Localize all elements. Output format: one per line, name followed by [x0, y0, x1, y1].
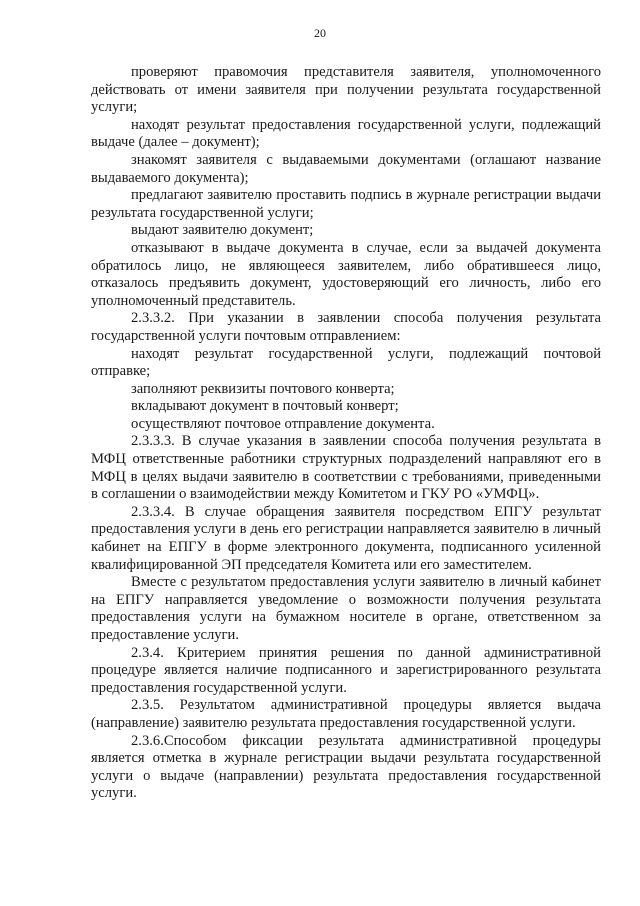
paragraph-2-3-3-4: 2.3.3.4. В случае обращения заявителя посредством ЕПГУ результат предоставления услуги в день его регистрации направляется заявителю в личный кабинет на ЕПГУ в форме электронного документа, подписанного усиленной квалифицированной ЭП председателя Комитета или его заместителем.	[91, 503, 601, 573]
page-number: 20	[314, 26, 326, 40]
paragraph-2-3-3-2: 2.3.3.2. При указании в заявлении способа получения результата государственной услуги почтовым отправлением:	[91, 310, 601, 344]
paragraph-signature-journal: предлагают заявителю проставить подпись в журнале регистрации выдачи результата государственной услуги;	[91, 187, 601, 221]
paragraph-fill-envelope: заполняют реквизиты почтового конверта;	[131, 380, 395, 397]
paragraph-acquaint-applicant: знакомят заявителя с выдаваемыми документами (оглашают название выдаваемого документа);	[91, 151, 601, 186]
paragraph-check-authority: проверяют правомочия представителя заявителя, уполномоченного действовать от имени заявителя при получении результата государственной услуги;	[91, 64, 601, 116]
paragraph-2-3-6: 2.3.6.Способом фиксации результата административной процедуры является отметка в журнале регистрации выдачи результата государственной услуги о выдаче (направлении) результата предоставления государственной услуги.	[91, 732, 601, 802]
paragraph-2-3-4: 2.3.4. Критерием принятия решения по данной административной процедуре является наличие подписанного и зарегистрированного результата предоставления государственной услуги.	[91, 644, 601, 696]
paragraph-find-result: находят результат предоставления государственной услуги, подлежащий выдаче (далее – документ);	[91, 116, 601, 151]
paragraph-insert-document: вкладывают документ в почтовый конверт;	[131, 398, 399, 415]
paragraph-issue-document: выдают заявителю документ;	[131, 222, 314, 239]
paragraph-refuse-issue: отказывают в выдаче документа в случае, если за выдачей документа обратилось лицо, не являющееся заявителем, либо обратившееся лицо, отказалось предъявить документ, удостоверяющий его личность, либо его уполномоченный представитель.	[91, 239, 601, 309]
paragraph-find-result-postal: находят результат государственной услуги, подлежащий почтовой отправке;	[91, 345, 601, 380]
paragraph-epgu-notification: Вместе с результатом предоставления услуги заявителю в личный кабинет на ЕПГУ направляется уведомление о возможности получения результата предоставления услуги на бумажном носителе в органе, ответственном за предоставление услуги.	[91, 574, 601, 643]
paragraph-2-3-3-3: 2.3.3.3. В случае указания в заявлении способа получения результата в МФЦ ответственные работники структурных подразделений направляют его в МФЦ в целях выдачи заявителю в соответствии с требованиями, приведенными в соглашении о взаимодействии между Комитетом и ГКУ РО «УМФЦ».	[91, 433, 601, 503]
paragraph-2-3-5: 2.3.5. Результатом административной процедуры является выдача (направление) заявителю результата предоставления государственной услуги.	[91, 697, 601, 731]
document-body	[91, 64, 601, 803]
paragraph-post-document: осуществляют почтовое отправление документа.	[131, 415, 435, 432]
